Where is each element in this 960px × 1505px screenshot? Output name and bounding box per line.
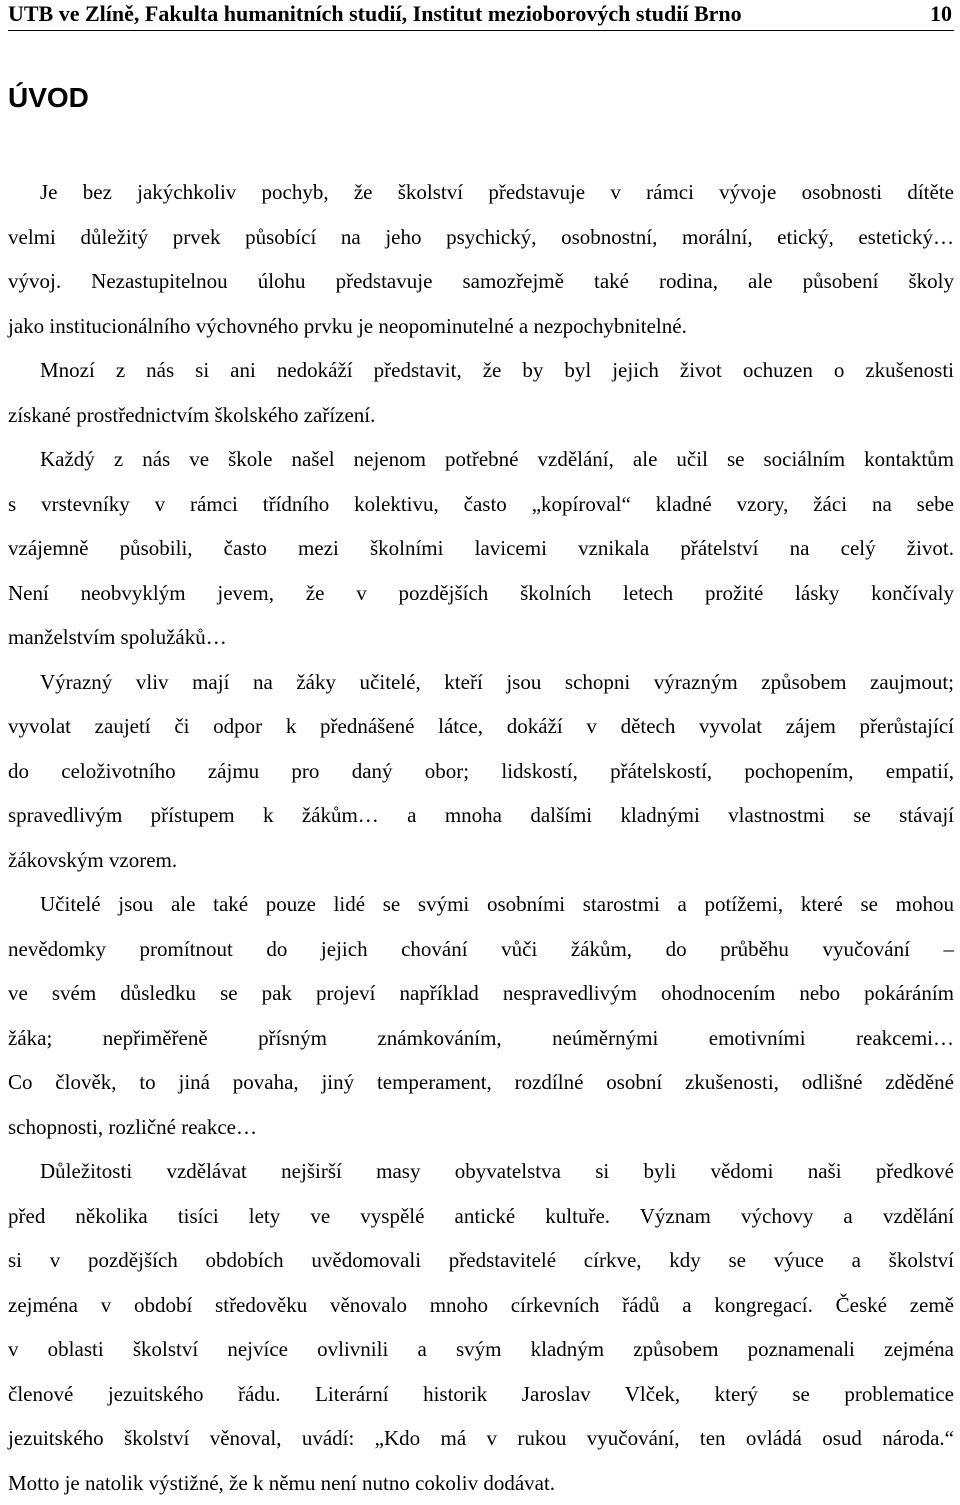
header-institution: UTB ve Zlíně, Fakulta humanitních studií, Institut mezioborových studií Brno [8, 1, 742, 27]
text-line: spravedlivým přístupem k žákům… a mnoha dalšími kladnými vlastnostmi se stávají [8, 793, 954, 838]
running-header [8, 0, 954, 31]
text-line: Učitelé jsou ale také pouze lidé se svými osobními starostmi a potížemi, které se mohou [8, 882, 954, 927]
text-line: zejména v období středověku věnovalo mnoho církevních řádů a kongregací. České země [8, 1283, 954, 1328]
text-line: žákovským vzorem. [8, 838, 954, 883]
text-line: nevědomky promítnout do jejich chování vůči žákům, do průběhu vyučování – [8, 927, 954, 972]
text-line: jako institucionálního výchovného prvku je neopominutelné a nezpochybnitelné. [8, 304, 954, 349]
text-line: vyvolat zaujetí či odpor k přednášené látce, dokáží v dětech vyvolat zájem přerůstající [8, 704, 954, 749]
text-line: do celoživotního zájmu pro daný obor; lidskostí, přátelskostí, pochopením, empatií, [8, 749, 954, 794]
text-line: vývoj. Nezastupitelnou úlohu představuje samozřejmě také rodina, ale působení školy [8, 259, 954, 304]
chapter-title: ÚVOD [8, 78, 89, 118]
text-line: Je bez jakýchkoliv pochyb, že školství představuje v rámci vývoje osobnosti dítěte [8, 170, 954, 215]
text-line: vzájemně působili, často mezi školními lavicemi vznikala přátelství na celý život. [8, 526, 954, 571]
text-line: s vrstevníky v rámci třídního kolektivu, často „kopíroval“ kladné vzory, žáci na sebe [8, 482, 954, 527]
text-line: Co člověk, to jiná povaha, jiný temperament, rozdílné osobní zkušenosti, odlišné zděděné [8, 1060, 954, 1105]
text-line: Výrazný vliv mají na žáky učitelé, kteří jsou schopni výrazným způsobem zaujmout; [8, 660, 954, 705]
text-line: jezuitského školství věnoval, uvádí: „Kdo má v rukou vyučování, ten ovládá osud národa.“ [8, 1416, 954, 1461]
text-line: schopnosti, rozličné reakce… [8, 1105, 954, 1150]
text-line: Není neobvyklým jevem, že v pozdějších školních letech prožité lásky končívaly [8, 571, 954, 616]
text-line: ve svém důsledku se pak projeví například nespravedlivým ohodnocením nebo pokáráním [8, 971, 954, 1016]
text-line: žáka; nepřiměřeně přísným známkováním, neúměrnými emotivními reakcemi… [8, 1016, 954, 1061]
text-line: v oblasti školství nejvíce ovlivnili a svým kladným způsobem poznamenali zejména [8, 1327, 954, 1372]
text-line: Důležitosti vzdělávat nejširší masy obyvatelstva si byli vědomi naši předkové [8, 1149, 954, 1194]
text-line: manželstvím spolužáků… [8, 615, 954, 660]
body-text [8, 170, 954, 1505]
text-line: Motto je natolik výstižné, že k němu není nutno cokoliv dodávat. [8, 1461, 954, 1505]
page-number: 10 [930, 1, 952, 27]
text-line: velmi důležitý prvek působící na jeho psychický, osobnostní, morální, etický, estetický… [8, 215, 954, 260]
text-line: Mnozí z nás si ani nedokáží představit, že by byl jejich život ochuzen o zkušenosti [8, 348, 954, 393]
text-line: před několika tisíci lety ve vyspělé antické kultuře. Význam výchovy a vzdělání [8, 1194, 954, 1239]
text-line: si v pozdějších obdobích uvědomovali představitelé církve, kdy se výuce a školství [8, 1238, 954, 1283]
text-line: Každý z nás ve škole našel nejenom potřebné vzdělání, ale učil se sociálním kontaktům [8, 437, 954, 482]
text-line: členové jezuitského řádu. Literární historik Jaroslav Vlček, který se problematice [8, 1372, 954, 1417]
text-line: získané prostřednictvím školského zařízení. [8, 393, 954, 438]
